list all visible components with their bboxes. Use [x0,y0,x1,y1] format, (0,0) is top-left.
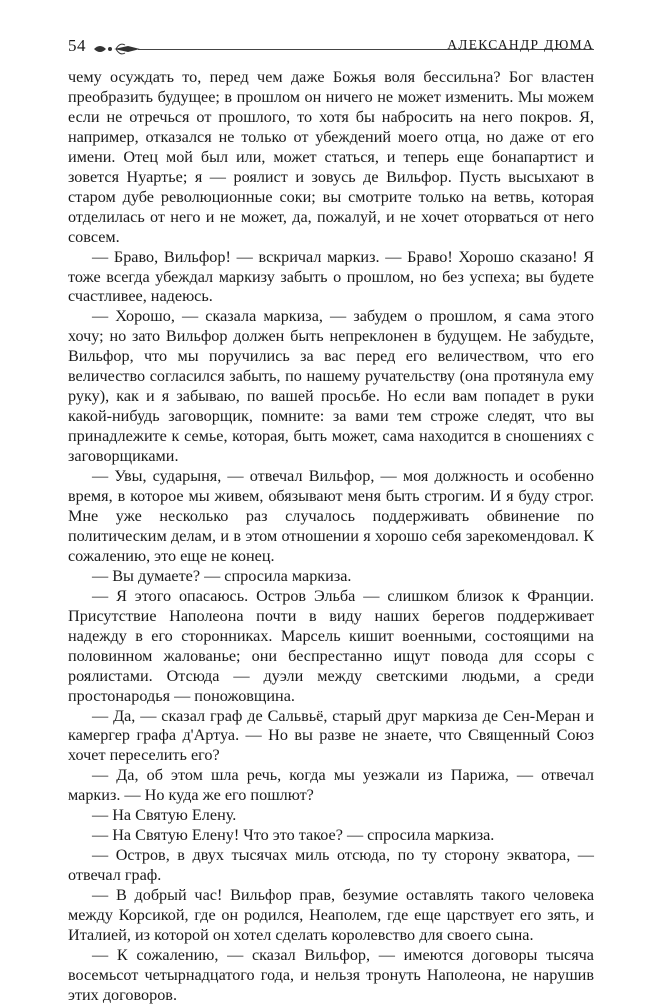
page-header [68,34,594,58]
paragraph: — В добрый час! Вильфор прав, безумие оставлять такого человека между Корсикой, где он родился, Неаполем, где еще царствует его зять, и Италией, из которой он хотел сделать королевство для своего сына. [68,886,594,944]
paragraph: — К сожалению, — сказал Вильфор, — имеются договоры тысяча восемьсот четырнадцатого года, и нельзя тронуть Наполеона, не нарушив этих договоров. [68,945,594,1004]
paragraph: — Вы думаете? — спросила маркиза. [92,566,352,585]
paragraph: — Я этого опасаюсь. Остров Эльба — слишком близок к Франции. Присутствие Наполеона почти в виду наших берегов поддерживает надежду в его сторонниках. Марсель кишит военными, состоящими на половинном жалованье; они беспрестанно ищут повода для ссоры с роялистами. Отсюда — дуэли между светскими людьми, а среди простонародья — поножовщина. [68,586,594,705]
paragraph: — Да, об этом шла речь, когда мы уезжали из Парижа, — отвечал маркиз. — Но куда же его пошлют? [68,766,594,805]
paragraph: — Хорошо, — сказала маркиза, — забудем о прошлом, я сама этого хочу; но зато Вильфор должен быть непреклонен в будущем. Не забудьте, Вильфор, что мы поручились за вас перед его величеством, что его величество согласился забыть, по нашему ручательству (она протянула ему руку), как и я забываю, по вашей просьбе. Но если вам попадет в руки какой-нибудь заговорщик, помните: за вами тем строже следят, что вы принадлежите к семье, которая, быть может, сама находится в сношениях с заговорщиками. [68,307,594,466]
paragraph: — На Святую Елену. [92,806,237,825]
paragraph: — На Святую Елену! Что это такое? — спросила маркиза. [92,826,495,845]
page-number: 54 [68,36,86,55]
paragraph: — Остров, в двух тысячах миль отсюда, по ту сторону экватора, — отвечал граф. [68,846,594,885]
paragraph: чему осуждать то, перед чем даже Божья воля бессильна? Бог властен преобразить будущее; в прошлом он ничего не может изменить. Мы можем если не отречься от прошлого, то хотя бы набросить на него покров. Я, например, отказался не только от убеждений моего отца, но даже от его имени. Отец мой был или, может статься, и теперь еще бонапартист и зовется Нуартье; я — роялист и зовусь де Вильфор. Пусть высыхают в старом дубе революционные соки; вы смотрите только на ветвь, которая отделилась от него и не может, да, пожалуй, и не хочет оторваться от него совсем. [68,68,594,246]
paragraph: — Увы, сударыня, — отвечал Вильфор, — моя должность и особенно время, в которое мы живем, обязывают меня быть строгим. И я буду строг. Мне уже несколько раз случалось поддерживать обвинение по политическим делам, и в этом отношении я хорошо себя зарекомендовал. К сожалению, это еще не конец. [68,467,594,565]
paragraph: — Да, — сказал граф де Сальвьё, старый друг маркиза де Сен-Меран и камергер графа д'Артуа. — Но вы разве не знаете, что Священный Союз хочет переселить его? [68,706,594,765]
paragraph: — Браво, Вильфор! — вскричал маркиз. — Браво! Хорошо сказано! Я тоже всегда убеждал маркизу забыть о прошлом, но без успеха; вы будете счастливее, надеюсь. [68,247,594,306]
running-title: АЛЕКСАНДР ДЮМА [447,37,594,52]
body-text [68,68,594,1006]
fleuron-ornament-icon [92,40,140,58]
